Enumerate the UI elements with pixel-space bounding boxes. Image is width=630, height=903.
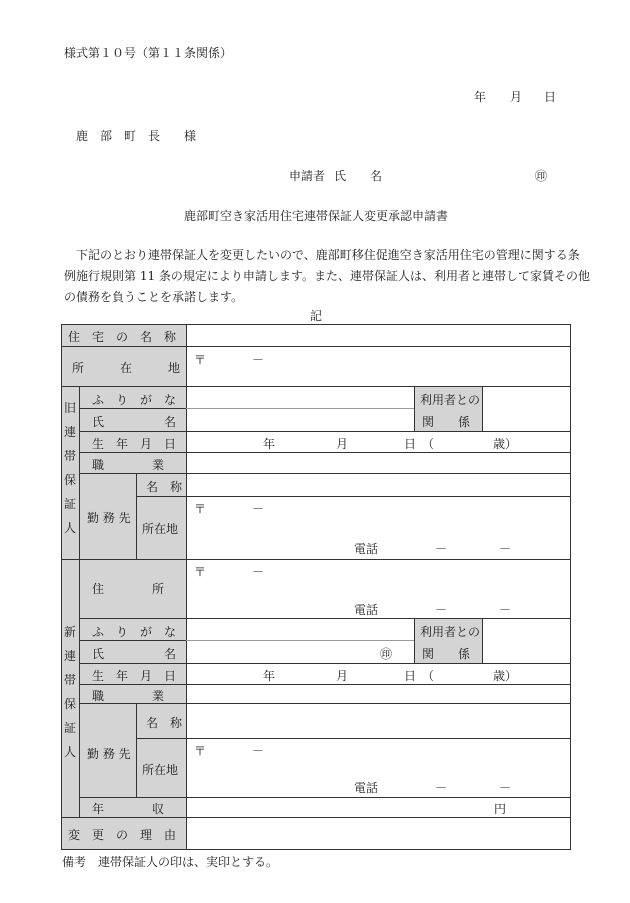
old-employer-phone-label: 電話	[354, 542, 379, 556]
location-label: 所 在 地	[72, 361, 181, 375]
document-title: 鹿部町空き家活用住宅連帯保証人変更承認申請書	[184, 209, 449, 223]
new-employer-label: 勤 務 先	[87, 747, 131, 761]
new-address-phone-dash-2: －	[499, 603, 512, 617]
old-birth-age: 歳）	[493, 437, 518, 451]
body-line-2: 例施行規則第 11 条の規定により申請します。また、連帯保証人は、利用者と連帯して家賃その他	[64, 269, 590, 283]
new-employer-name-label: 名 称	[146, 716, 183, 730]
new-name-seal-mark: ㊞	[380, 647, 393, 661]
new-employer-phone-label: 電話	[354, 781, 379, 795]
new-address-phone-label: 電話	[354, 603, 379, 617]
old-name-label: 氏 名	[92, 415, 177, 429]
form-number: 様式第１０号（第１１条関係）	[64, 46, 233, 60]
old-birth-month: 月	[336, 437, 349, 451]
old-relation-label-2: 関 係	[422, 415, 471, 429]
new-occupation-label: 職 業	[92, 689, 165, 703]
new-employer-phone-dash-1: －	[435, 781, 448, 795]
new-birth-month: 月	[336, 669, 349, 683]
new-employer-postal-dash: －	[252, 744, 265, 758]
new-employer-phone-dash-2: －	[499, 781, 512, 795]
date-month-label: 月	[510, 90, 523, 104]
old-employer-label: 勤 務 先	[87, 511, 131, 525]
old-guarantor-group-label: 旧 連 帯 保 証 人	[63, 401, 76, 535]
body-line-3: の債務を負うことを承諾します。	[64, 290, 244, 304]
location-postal-dash: －	[252, 353, 265, 367]
old-employer-postal-dash: －	[252, 502, 265, 516]
new-address-phone-dash-1: －	[435, 603, 448, 617]
body-line-1: 下記のとおり連帯保証人を変更したいので、鹿部町移住促進空き家活用住宅の管理に関する条	[76, 248, 580, 262]
new-relation-label-1: 利用者との	[420, 625, 481, 639]
old-occupation-label: 職 業	[92, 458, 165, 472]
new-employer-address-label: 所在地	[142, 763, 179, 777]
old-birthdate-label: 生 年 月 日	[92, 437, 177, 451]
footnote: 備考 連帯保証人の印は、実印とする。	[62, 855, 279, 869]
new-birth-year: 年	[263, 669, 276, 683]
new-address-postal-dash: －	[252, 565, 265, 579]
income-yen-unit: 円	[494, 802, 507, 816]
old-employer-address-label: 所在地	[142, 522, 179, 536]
change-reason-label: 変 更 の 理 由	[68, 828, 177, 842]
applicant-name-label: 氏 名	[334, 169, 383, 183]
new-employer-postal-mark: 〒	[194, 744, 207, 758]
new-relation-label-2: 関 係	[422, 647, 471, 661]
new-address-label: 住 所	[92, 582, 165, 596]
date-day-label: 日	[544, 90, 557, 104]
date-year-label: 年	[474, 90, 487, 104]
new-address-postal-mark: 〒	[194, 565, 207, 579]
old-employer-phone-dash-2: －	[499, 542, 512, 556]
new-name-label: 氏 名	[92, 647, 177, 661]
income-label: 年 収	[92, 802, 165, 816]
old-employer-postal-mark: 〒	[194, 502, 207, 516]
old-employer-name-label: 名 称	[146, 480, 183, 494]
addressee: 鹿 部 町 長 様	[76, 129, 197, 143]
old-furigana-label: ふ り が な	[92, 393, 177, 407]
seal-mark: ㊞	[535, 169, 548, 183]
location-postal-mark: 〒	[194, 353, 207, 367]
new-furigana-label: ふ り が な	[92, 625, 177, 639]
housing-name-label: 住 宅 の 名 称	[68, 330, 177, 344]
new-birthdate-label: 生 年 月 日	[92, 669, 177, 683]
old-birth-year: 年	[263, 437, 276, 451]
old-relation-label-1: 利用者との	[420, 393, 481, 407]
old-birth-day: 日 （	[404, 437, 435, 451]
new-birth-age: 歳）	[493, 669, 518, 683]
applicant-label: 申請者	[289, 169, 326, 183]
new-guarantor-group-label: 新 連 帯 保 証 人	[63, 625, 76, 759]
old-employer-phone-dash-1: －	[435, 542, 448, 556]
ki-label: 記	[310, 309, 323, 323]
new-birth-day: 日 （	[404, 669, 435, 683]
